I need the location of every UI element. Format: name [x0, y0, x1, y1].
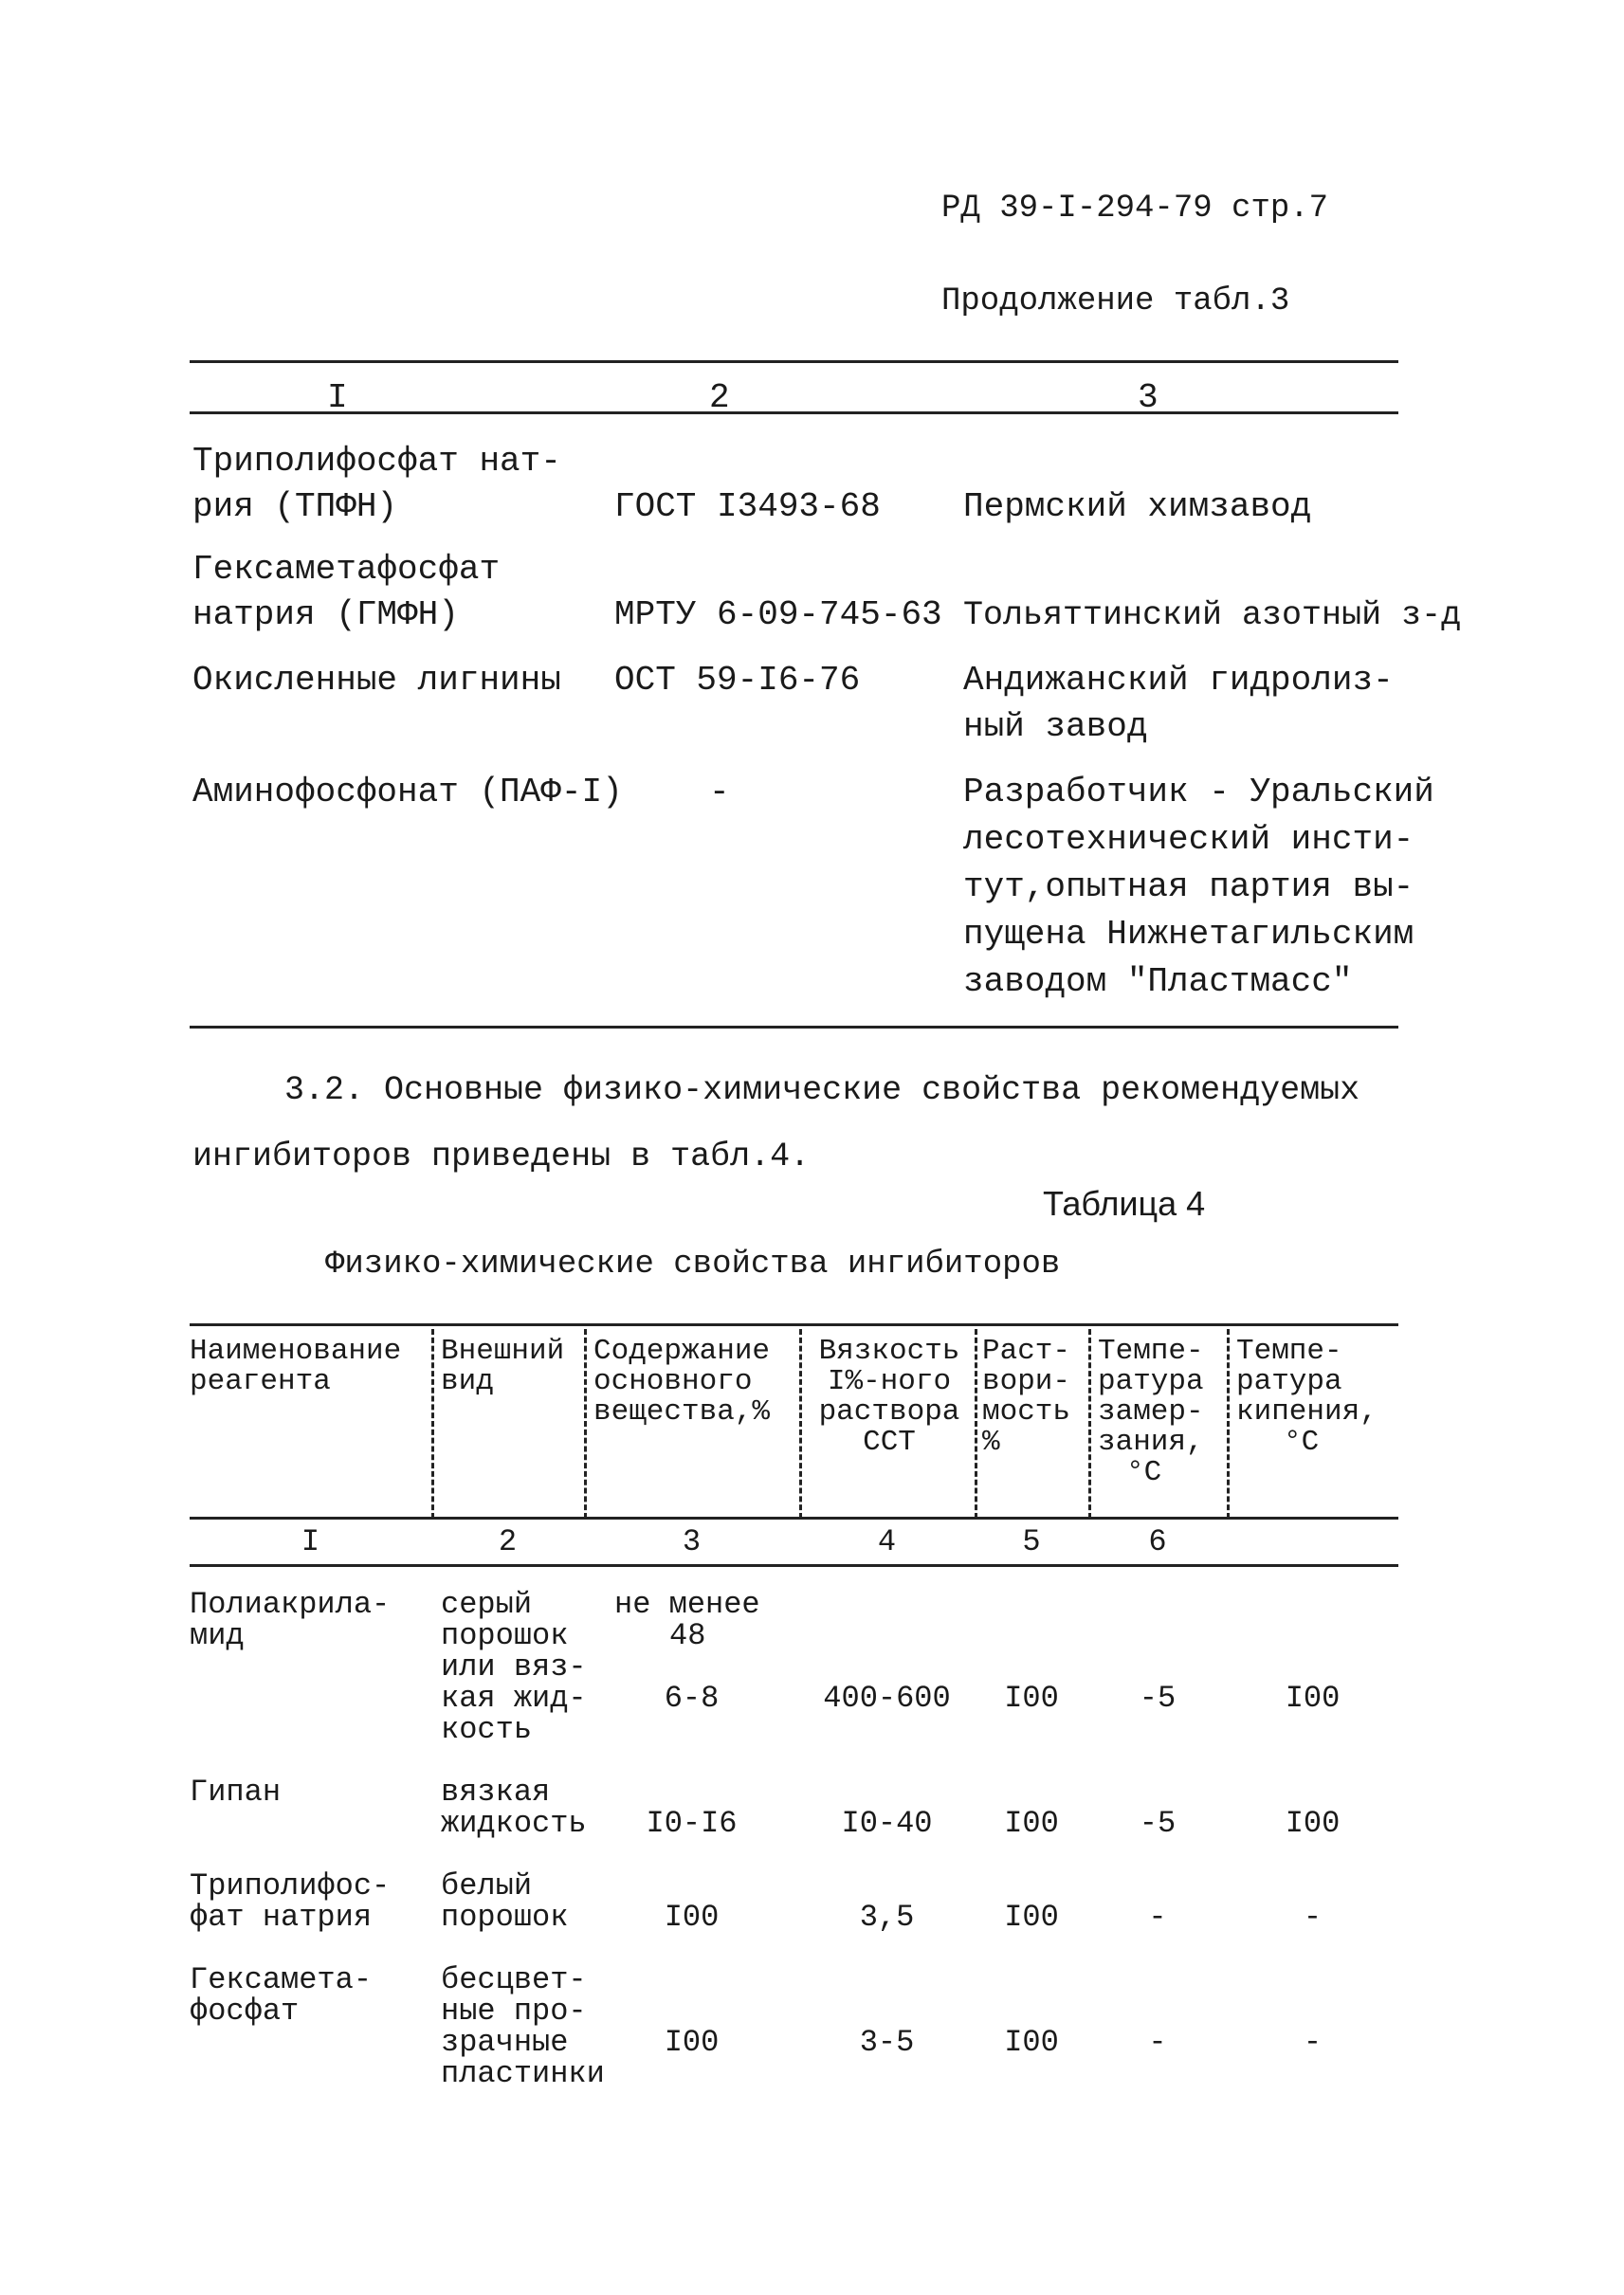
viscosity: I0-40 [841, 1806, 933, 1841]
producer: лесотехнический инсти- [963, 820, 1414, 859]
appearance: бесцвет- ные про- зрачные пластинки [441, 1962, 605, 2091]
main-content: I00 [664, 2025, 720, 2060]
reagent-name: Гипан [190, 1775, 282, 1810]
reagent-name: Аминофосфонат (ПАФ-I) [192, 773, 623, 811]
column-header: Вязкость I%-ного раствора ССТ [818, 1335, 960, 1459]
column-separator [1227, 1329, 1230, 1519]
freezing-temperature: - [1148, 2025, 1167, 2060]
solubility: I00 [1004, 2025, 1059, 2060]
producer: Тольяттинский азотный з-д [963, 596, 1462, 634]
appearance: белый порошок [441, 1868, 569, 1935]
appearance: вязкая жидкость [441, 1775, 587, 1841]
column-number: 3 [682, 1524, 702, 1559]
standard: ГОСТ I3493-68 [614, 487, 881, 526]
table-3-col-number: 2 [709, 378, 730, 417]
reagent-name: натрия (ГМФН) [192, 595, 459, 634]
document-reference: РД 39-I-294-79 стр.7 [941, 191, 1329, 227]
boiling-temperature: - [1303, 2025, 1323, 2060]
column-header: Содержание основного вещества,% [593, 1335, 771, 1429]
freezing-temperature: - [1148, 1900, 1167, 1935]
table-4-title: Физико-химические свойства ингибиторов [325, 1247, 1061, 1283]
freezing-temperature: -5 [1139, 1681, 1177, 1716]
solubility: I00 [1004, 1681, 1059, 1716]
paragraph-line: ингибиторов приведены в табл.4. [192, 1138, 811, 1175]
column-header: Темпе- ратура замер- зания, °C [1098, 1335, 1204, 1489]
main-content: I0-I6 [646, 1806, 738, 1841]
column-number: 4 [877, 1524, 897, 1559]
viscosity: 3-5 [859, 2025, 915, 2060]
content-note: 48 [669, 1618, 706, 1653]
main-content: I00 [664, 1900, 720, 1935]
producer: ный завод [963, 707, 1148, 746]
column-header: Наименование реагента [190, 1335, 402, 1398]
reagent-name: Гексаметафосфат [192, 550, 501, 589]
column-header: Раст- вори- мость % [982, 1335, 1071, 1459]
producer: Пермский химзавод [963, 487, 1312, 526]
boiling-temperature: - [1303, 1900, 1323, 1935]
producer: тут,опытная партия вы- [963, 867, 1414, 906]
table-continuation-label: Продолжение табл.3 [941, 283, 1290, 319]
column-header: Темпе- ратура кипения, °C [1236, 1335, 1378, 1459]
table-3-top-rule [190, 360, 1398, 363]
appearance: серый порошок или вяз- кая жид- кость [441, 1587, 587, 1747]
producer: Андижанский гидролиз- [963, 661, 1394, 700]
column-separator [431, 1329, 434, 1519]
table-4-numbers-rule [190, 1564, 1398, 1567]
standard: ОСТ 59-I6-76 [614, 661, 861, 700]
reagent-name: Полиакрила- мид [190, 1587, 391, 1653]
column-separator [584, 1329, 587, 1519]
boiling-temperature: I00 [1285, 1681, 1341, 1716]
column-separator [975, 1329, 977, 1519]
reagent-name: Триполифосфат нат- [192, 442, 561, 481]
solubility: I00 [1004, 1806, 1059, 1841]
column-number: 5 [1022, 1524, 1041, 1559]
column-separator [799, 1329, 802, 1519]
table-3-header-rule [190, 411, 1398, 414]
table-4-top-rule [190, 1323, 1398, 1326]
standard: - [709, 773, 730, 811]
viscosity: 3,5 [859, 1900, 915, 1935]
paragraph-line: 3.2. Основные физико-химические свойства рекомендуемых [284, 1071, 1360, 1109]
content-note: не менее [614, 1587, 760, 1622]
reagent-name: Гексамета- фосфат [190, 1962, 373, 2029]
producer: Разработчик - Уральский [963, 773, 1434, 811]
solubility: I00 [1004, 1900, 1059, 1935]
reagent-name: Триполифос- фат натрия [190, 1868, 391, 1935]
producer: заводом "Пластмасс" [963, 962, 1353, 1001]
boiling-temperature: I00 [1285, 1806, 1341, 1841]
column-number: I [301, 1524, 320, 1559]
column-separator [1088, 1329, 1091, 1519]
reagent-name: рия (ТПФН) [192, 487, 398, 526]
table-3-col-number: I [327, 378, 348, 417]
table-4-label: Таблица 4 [1043, 1184, 1206, 1223]
table-4-header-rule [190, 1517, 1398, 1520]
reagent-name: Окисленные лигнины [192, 661, 561, 700]
table-3-col-number: 3 [1138, 378, 1159, 417]
main-content: 6-8 [664, 1681, 720, 1716]
column-number: 2 [498, 1524, 518, 1559]
freezing-temperature: -5 [1139, 1806, 1177, 1841]
column-header: Внешний вид [441, 1335, 565, 1398]
table-3-bottom-rule [190, 1026, 1398, 1029]
standard: МРТУ 6-09-745-63 [614, 595, 942, 634]
column-number: 6 [1148, 1524, 1167, 1559]
viscosity: 400-600 [823, 1681, 951, 1716]
producer: пущена Нижнетагильским [963, 915, 1414, 954]
